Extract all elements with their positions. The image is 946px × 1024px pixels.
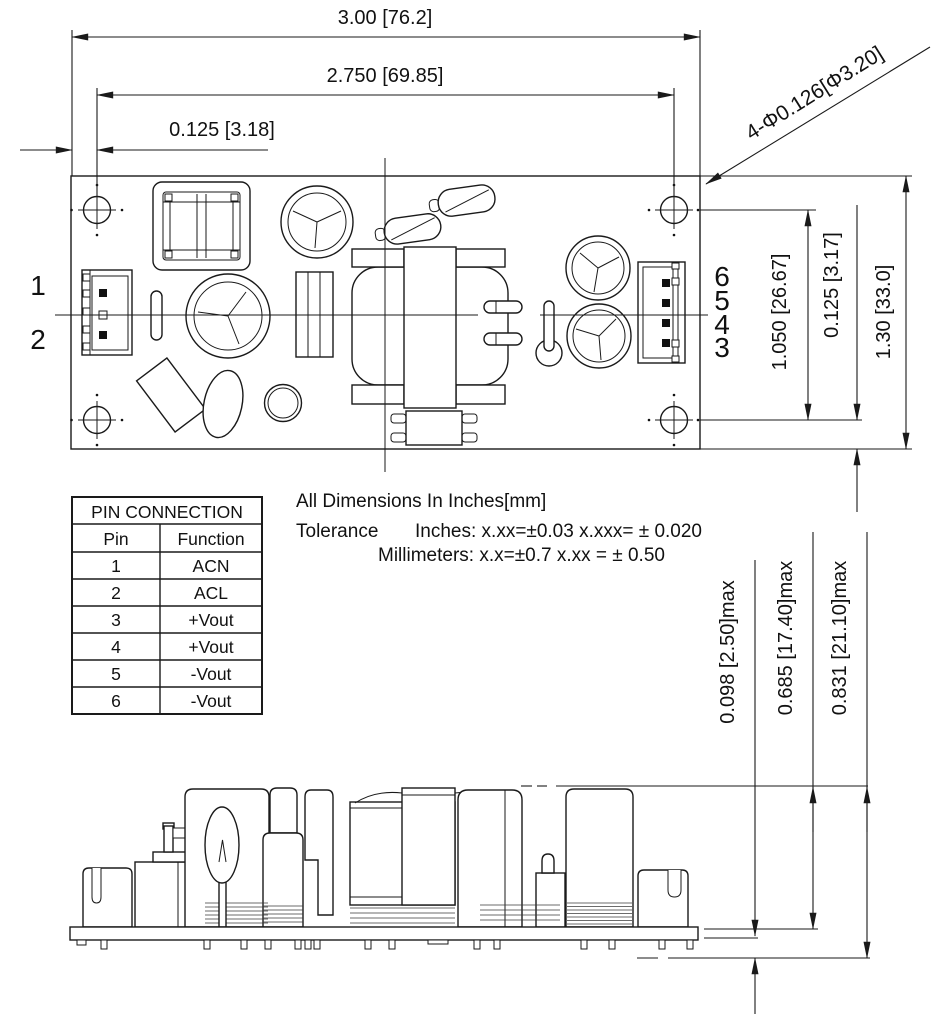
svg-text:-Vout: -Vout (190, 691, 232, 711)
dim-component-height (775, 532, 813, 929)
capacitor-mid (186, 274, 270, 358)
svg-text:3.00 [76.2]: 3.00 [76.2] (337, 7, 433, 29)
dim-hole-span-width (97, 65, 674, 95)
svg-text:1.050 [26.67]: 1.050 [26.67] (769, 253, 791, 371)
dim-overall-height (873, 176, 906, 449)
side-pcb-board (70, 927, 698, 940)
dim-hole-offset-y (821, 205, 857, 512)
note-tolerance-label: Tolerance (296, 521, 379, 542)
note-units: All Dimensions In Inches[mm] (296, 491, 547, 512)
dim-hole-callout (706, 42, 930, 184)
side-pcb-pins (77, 940, 693, 949)
svg-text:2.750 [69.85]: 2.750 [69.85] (326, 65, 444, 87)
svg-text:1.30 [33.0]: 1.30 [33.0] (873, 264, 895, 360)
pin-label-1: 1 (30, 270, 46, 301)
svg-text:6: 6 (111, 691, 121, 711)
dim-hole-span-height (769, 210, 808, 420)
svg-text:ACL: ACL (193, 583, 229, 603)
side-cylinder-tall (270, 788, 297, 833)
svg-text:5: 5 (111, 664, 121, 684)
side-input-bracket (83, 868, 132, 927)
pin-label-2: 2 (30, 324, 46, 355)
x-capacitor (153, 182, 250, 270)
pin-label-5: 5 (714, 285, 730, 316)
note-tolerance-mm: Millimeters: x.x=±0.7 x.xx = ± 0.50 (378, 545, 665, 566)
svg-text:ACN: ACN (192, 556, 230, 576)
transformer-pin-lower (484, 333, 522, 345)
svg-text:3: 3 (111, 610, 121, 630)
dim-hole-offset-x (20, 119, 275, 150)
side-heatsink (458, 790, 522, 927)
svg-text:+Vout: +Vout (188, 637, 234, 657)
note-tolerance-inches: Inches: x.xx=±0.03 x.xxx= ± 0.020 (415, 521, 703, 542)
capacitor-right-lower (567, 304, 631, 368)
side-cylinder (263, 833, 303, 927)
svg-text:2: 2 (111, 583, 121, 603)
pin-label-3: 3 (714, 332, 730, 363)
svg-text:-Vout: -Vout (190, 664, 232, 684)
svg-text:0.098 [2.50]max: 0.098 [2.50]max (717, 580, 739, 724)
svg-text:0.125 [3.17]: 0.125 [3.17] (821, 232, 843, 338)
dim-pin-protrusion (717, 560, 755, 1014)
capacitor-right-upper (566, 236, 630, 300)
table-header-pin: Pin (103, 529, 129, 549)
small-round-component (265, 385, 302, 422)
side-output-bracket (638, 870, 688, 927)
svg-text:4: 4 (111, 637, 121, 657)
pcb-side-view (70, 788, 698, 949)
pin-connection-table (72, 497, 262, 714)
transformer-pin-upper (484, 301, 522, 313)
svg-text:0.831 [21.10]max: 0.831 [21.10]max (829, 560, 851, 716)
dimensions-side (521, 532, 870, 1014)
table-title: PIN CONNECTION (91, 502, 243, 522)
svg-text:1: 1 (111, 556, 121, 576)
side-small-component (536, 854, 565, 927)
dim-overall-width (72, 7, 700, 37)
capacitor-top (281, 186, 353, 258)
svg-text:0.685 [17.40]max: 0.685 [17.40]max (775, 560, 797, 716)
dim-overall-height-side (829, 532, 867, 958)
side-stepped-piece (305, 790, 333, 915)
pcb-top-view (30, 158, 730, 472)
svg-text:0.125 [3.18]: 0.125 [3.18] (169, 119, 275, 141)
tolerance-notes (296, 491, 702, 566)
table-header-function: Function (177, 529, 245, 549)
input-connector (82, 270, 132, 355)
svg-text:+Vout: +Vout (188, 610, 234, 630)
output-connector (638, 262, 685, 363)
pin-label-6: 6 (714, 261, 730, 292)
pin-label-4: 4 (714, 309, 730, 340)
hole-callout-text: 4-Φ0.126[Φ3.20] (741, 42, 888, 145)
